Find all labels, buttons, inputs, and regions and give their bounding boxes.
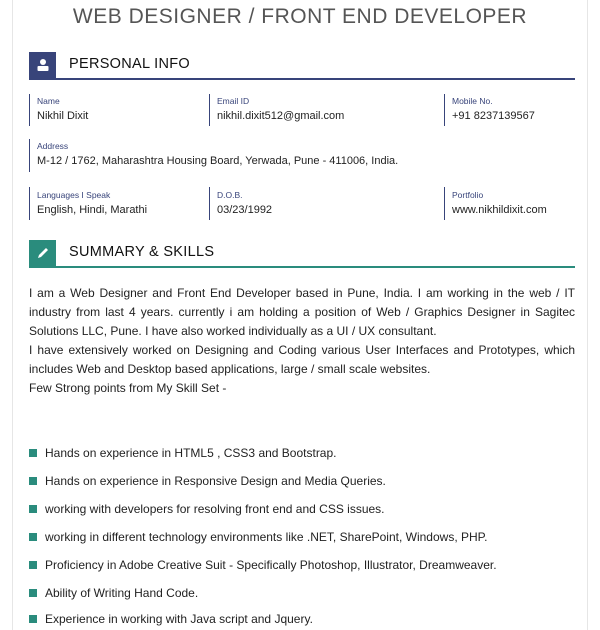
name-value: Nikhil Dixit: [37, 110, 89, 122]
divider: [444, 94, 445, 126]
summary-text: [29, 284, 575, 398]
languages-field: [37, 190, 147, 216]
resume-title: WEB DESIGNER / FRONT END DEVELOPER: [72, 5, 528, 28]
mobile-field: [452, 96, 535, 122]
portfolio-label: Portfolio: [452, 190, 484, 200]
summary-rule: [29, 266, 575, 268]
name-field: [37, 96, 88, 122]
skills-intro: Few Strong points from My Skill Set -: [29, 381, 227, 395]
divider: [444, 187, 445, 220]
portfolio-value: www.nikhildixit.com: [452, 204, 547, 216]
pencil-icon: [29, 240, 56, 266]
dob-value: 03/23/1992: [217, 204, 273, 216]
languages-value: English, Hindi, Marathi: [37, 204, 148, 216]
personal-info-header: [29, 52, 575, 80]
address-label: Address: [37, 141, 69, 151]
bullet-icon: [29, 505, 37, 513]
dob-label: D.O.B.: [217, 190, 243, 200]
bullet-icon: [29, 589, 37, 597]
personal-info-heading: PERSONAL INFO: [69, 56, 190, 72]
summary-paragraph: I have extensively worked on Designing and Coding various User Interfaces and Prototypes, which includes Web and Desktop based applications, large / small scale websites.: [29, 343, 575, 376]
summary-paragraph: I am a Web Designer and Front End Developer based in Pune, India. I am working in the web / IT industry from last 4 years. currently i am holding a position of Web / Graphics Designer in Sagitec Solutions LLC, Pune. I have also worked individually as a UI / UX consultant.: [29, 286, 575, 338]
bullet-icon: [29, 533, 37, 541]
divider: [29, 94, 30, 126]
bullet-icon: [29, 615, 37, 623]
portfolio-field: [452, 190, 547, 216]
email-value: nikhil.dixit512@gmail.com: [217, 110, 345, 122]
bullet-icon: [29, 561, 37, 569]
summary-header: [29, 240, 575, 268]
name-label: Name: [37, 96, 60, 106]
bullet-icon: [29, 449, 37, 457]
divider: [29, 187, 30, 220]
email-label: Email ID: [217, 96, 250, 106]
mobile-value: +91 8237139567: [452, 110, 535, 122]
languages-label: Languages I Speak: [37, 190, 111, 200]
divider: [29, 139, 30, 172]
personal-info-rule: [29, 78, 575, 80]
bullet-icon: [29, 477, 37, 485]
summary-heading: SUMMARY & SKILLS: [69, 244, 215, 260]
address-field: [37, 141, 398, 167]
email-field: [217, 96, 344, 122]
address-value: M-12 / 1762, Maharashtra Housing Board, Yerwada, Pune - 411006, India.: [37, 155, 399, 167]
divider: [209, 187, 210, 220]
person-icon: [29, 52, 56, 78]
divider: [209, 94, 210, 126]
resume-page: WEB DESIGNER / FRONT END DEVELOPER PERSONAL INFO Name Nikhil Dixit Email ID nikhil.dixit512@gmail.com Mobile No. +91 8237139567 Address M-12 / 1762, Maharashtra Housing Board, Yerwada, Pune - 411006, India. Languages I Speak English, Hindi, Marathi D.O.B. 03/23/1992 Portfolio www.nikhildixit.com SUMMARY & SKILLS I am a Web Designer and Front End Developer based in Pune, India. I am working in the web / IT industry from last 4 years. currently i am holding a position of Web / Graphics Designer in Sagitec Solutions LLC, Pune. I have also worked individually as a UI / UX consultant. I have extensively worked on Designing and Coding various User Interfaces and Prototypes, which includes Web and Desktop based applications, large / small scale websites. Few Strong points from My Skill Set - Hands on experience in HTML5 , CSS3 and Bootstrap. Hands on experience in Responsive Design and Media Queries. working with developers for resolving front end and CSS issues. working in different technology environments like .NET, SharePoint, Windows, PHP. Proficiency in Adobe Creative Suit - Specifically Photoshop, Illustrator, Dreamweaver. Ability of Writing Hand Code. Experience in working with Java script and Jquery.: [12, 0, 588, 630]
mobile-label: Mobile No.: [452, 96, 493, 106]
dob-field: [217, 190, 272, 216]
